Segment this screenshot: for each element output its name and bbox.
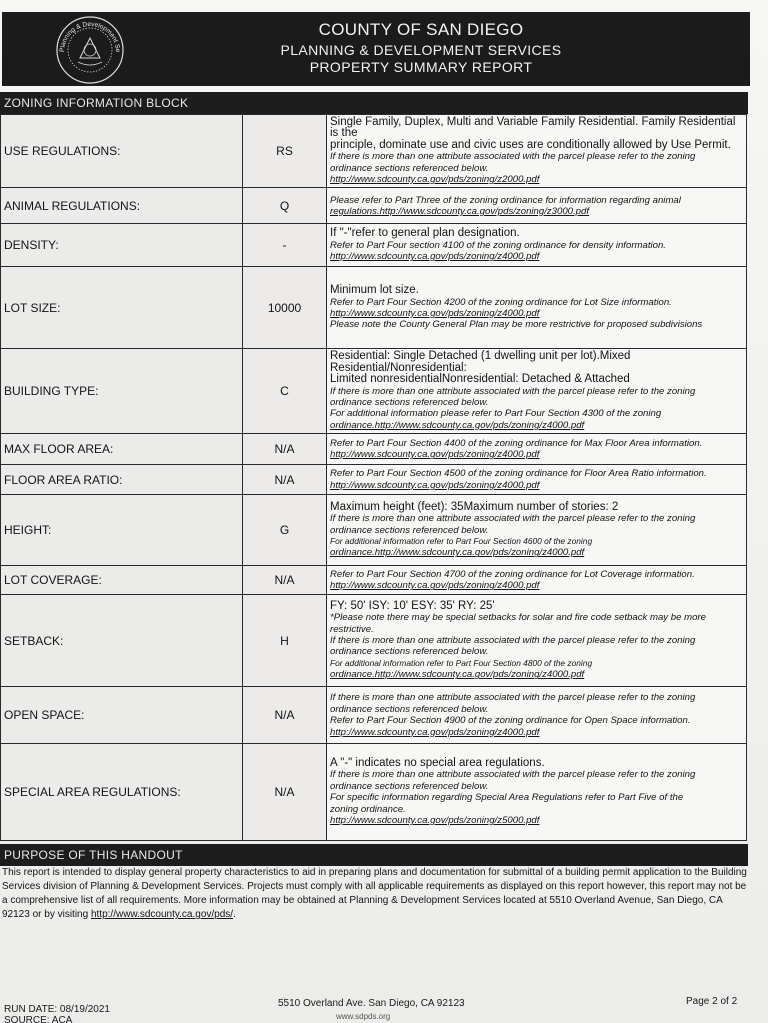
zoning-description (327, 267, 747, 349)
description-line: ordinance sections referenced below. (330, 780, 489, 792)
description-line: Single Family, Duplex, Multi and Variable Family Residential. Family Residential is the (330, 116, 736, 140)
report-subtitle: PLANNING & DEVELOPMENT SERVICES (280, 42, 562, 58)
zoning-row (1, 687, 747, 744)
zoning-code: N/A (243, 744, 327, 841)
purpose-text (2, 866, 748, 922)
zoning-description (327, 566, 747, 595)
description-line: Refer to Part Four Section 4700 of the zoning ordinance for Lot Coverage information. (330, 568, 695, 580)
zoning-label: SETBACK: (1, 595, 243, 687)
description-line: ordinance sections referenced below. (330, 162, 489, 174)
zoning-label: USE REGULATIONS: (1, 115, 243, 188)
source-label: SOURCE: ACA (4, 1015, 73, 1023)
ordinance-link[interactable]: ordinance.http://www.sdcounty.ca.gov/pds/zoning/z4000.pdf (330, 669, 585, 681)
description-line: Refer to Part Four Section 4200 of the zoning ordinance for Lot Size information. (330, 296, 672, 308)
page-number: Page 2 of 2 (686, 996, 738, 1007)
ordinance-link[interactable]: http://www.sdcounty.ca.gov/pds/zoning/z5000.pdf (330, 815, 540, 827)
zoning-row (1, 595, 747, 687)
zoning-row (1, 224, 747, 267)
zoning-description (327, 115, 747, 188)
zoning-label: SPECIAL AREA REGULATIONS: (1, 744, 243, 841)
description-line: Minimum lot size. (330, 284, 419, 297)
ordinance-link[interactable]: http://www.sdcounty.ca.gov/pds/zoning/z4000.pdf (330, 479, 540, 491)
description-line: Refer to Part Four Section 4500 of the zoning ordinance for Floor Area Ratio information. (330, 468, 707, 480)
zoning-row (1, 465, 747, 495)
description-line: Maximum height (feet): 35Maximum number of stories: 2 (330, 500, 619, 513)
zoning-label: LOT SIZE: (1, 267, 243, 349)
description-line: If there is more than one attribute associated with the parcel please refer to the zoning (330, 635, 696, 647)
zoning-description (327, 224, 747, 267)
description-line: Limited nonresidentialNonresidential: Detached & Attached (330, 373, 630, 386)
zoning-code: - (243, 224, 327, 267)
description-line: Please refer to Part Three of the zoning ordinance for information regarding animal (330, 194, 681, 206)
zoning-label: MAX FLOOR AREA: (1, 434, 243, 465)
report-name: PROPERTY SUMMARY REPORT (309, 59, 533, 75)
footer-address: 5510 Overland Ave. San Diego, CA 92123 (278, 998, 465, 1009)
zoning-code: N/A (243, 465, 327, 495)
description-line: Refer to Part Four Section 4400 of the zoning ordinance for Max Floor Area information. (330, 437, 703, 449)
description-line: A "-" indicates no special area regulations. (330, 757, 545, 770)
zoning-row (1, 188, 747, 224)
zoning-description (327, 744, 747, 841)
zoning-section-header: ZONING INFORMATION BLOCK (0, 92, 748, 114)
description-line: ordinance sections referenced below. (330, 646, 489, 658)
zoning-label: ANIMAL REGULATIONS: (1, 188, 243, 224)
description-line: Refer to Part Four section 4100 of the zoning ordinance for density information. (330, 239, 666, 251)
description-line: If there is more than one attribute associated with the parcel please refer to the zoning (330, 513, 696, 525)
description-line: Please note the County General Plan may be more restrictive for proposed subdivisions (330, 319, 703, 331)
description-line: If there is more than one attribute associated with the parcel please refer to the zoning (330, 692, 696, 704)
ordinance-link[interactable]: http://www.sdcounty.ca.gov/pds/zoning/z4000.pdf (330, 580, 540, 592)
footer-website[interactable]: www.sdpds.org (336, 1012, 391, 1021)
zoning-row (1, 349, 747, 434)
description-line: FY: 50' ISY: 10' ESY: 35' RY: 25' (330, 599, 495, 612)
purpose-end: . (233, 909, 236, 920)
description-line: ordinance sections referenced below. (330, 397, 489, 409)
ordinance-link[interactable]: ordinance.http://www.sdcounty.ca.gov/pds/zoning/z4000.pdf (330, 419, 585, 431)
description-line: Residential: Single Detached (1 dwelling unit per lot).Mixed Residential/Nonresidential: (330, 350, 631, 374)
ordinance-link[interactable]: http://www.sdcounty.ca.gov/pds/zoning/z4000.pdf (330, 251, 540, 263)
description-line: For additional information please refer to Part Four Section 4300 of the zoning (330, 408, 662, 420)
description-line: If there is more than one attribute associated with the parcel please refer to the zoning (330, 769, 696, 781)
purpose-body: This report is intended to display general property characteristics to aid in preparing plans and documentation for submittal of a building permit application to the Building Services division of Planning & Development Services. Projects must comply with all applicable requirements as displayed on this report however, this report may not be a comprehensive list of all requirements. More information may be obtained at Planning & Development Services located at 5510 Overland Avenue, San Diego, CA 92123 or by visiting (2, 867, 747, 920)
description-line: If there is more than one attribute associated with the parcel please refer to the zoning (330, 151, 696, 163)
description-line: zoning ordinance. (330, 803, 406, 815)
description-line: ordinance sections referenced below. (330, 524, 489, 536)
description-line: *Please note there may be special setbacks for solar and fire code setback may be more (330, 612, 706, 624)
description-line: restrictive. (330, 623, 374, 635)
description-line: If there is more than one attribute associated with the parcel please refer to the zoning (330, 385, 696, 397)
zoning-code: N/A (243, 687, 327, 744)
zoning-code: 10000 (243, 267, 327, 349)
zoning-row (1, 744, 747, 841)
zoning-code: G (243, 495, 327, 566)
zoning-row (1, 566, 747, 595)
report-title: COUNTY OF SAN DIEGO (318, 20, 524, 39)
description-line: If "-"refer to general plan designation. (330, 227, 520, 240)
ordinance-link[interactable]: http://www.sdcounty.ca.gov/pds/zoning/z4000.pdf (330, 307, 540, 319)
ordinance-link[interactable]: http://www.sdcounty.ca.gov/pds/zoning/z4000.pdf (330, 726, 540, 738)
zoning-description (327, 465, 747, 495)
zoning-code: C (243, 349, 327, 434)
zoning-label: FLOOR AREA RATIO: (1, 465, 243, 495)
zoning-description (327, 495, 747, 566)
zoning-code: RS (243, 115, 327, 188)
description-line: Refer to Part Four Section 4900 of the zoning ordinance for Open Space information. (330, 715, 691, 727)
purpose-section-header: PURPOSE OF THIS HANDOUT (0, 844, 748, 866)
zoning-code: Q (243, 188, 327, 224)
zoning-row (1, 115, 747, 188)
seal-text: Planning & Development Se (58, 20, 122, 53)
zoning-label: DENSITY: (1, 224, 243, 267)
zoning-description (327, 687, 747, 744)
zoning-code: H (243, 595, 327, 687)
zoning-code: N/A (243, 434, 327, 465)
zoning-description (327, 349, 747, 434)
description-line: For additional information refer to Part Four Section 4600 of the zoning (330, 535, 593, 546)
zoning-table (0, 114, 747, 841)
zoning-label: BUILDING TYPE: (1, 349, 243, 434)
ordinance-link[interactable]: regulations.http://www.sdcounty.ca.gov/pds/zoning/z3000.pdf (330, 205, 590, 217)
ordinance-link[interactable]: ordinance.http://www.sdcounty.ca.gov/pds/zoning/z4000.pdf (330, 547, 585, 559)
zoning-code: N/A (243, 566, 327, 595)
zoning-description (327, 434, 747, 465)
zoning-row (1, 434, 747, 465)
ordinance-link[interactable]: http://www.sdcounty.ca.gov/pds/zoning/z2000.pdf (330, 174, 540, 186)
ordinance-link[interactable]: http://www.sdcounty.ca.gov/pds/zoning/z4000.pdf (330, 449, 540, 461)
zoning-row (1, 495, 747, 566)
run-date: RUN DATE: 08/19/2021 (4, 1004, 110, 1015)
description-line: For specific information regarding Special Area Regulations refer to Part Five of the (330, 792, 684, 804)
pds-website-link[interactable]: http://www.sdcounty.ca.gov/pds/ (90, 909, 234, 920)
zoning-label: LOT COVERAGE: (1, 566, 243, 595)
description-line: principle, dominate use and civic uses are conditionally allowed by Use Permit. (330, 138, 731, 151)
zoning-row (1, 267, 747, 349)
description-line: ordinance sections referenced below. (330, 703, 489, 715)
report-header (2, 12, 750, 86)
zoning-label: HEIGHT: (1, 495, 243, 566)
zoning-label: OPEN SPACE: (1, 687, 243, 744)
description-line: For additional information refer to Part Four Section 4800 of the zoning (330, 657, 593, 668)
zoning-description (327, 188, 747, 224)
zoning-description (327, 595, 747, 687)
